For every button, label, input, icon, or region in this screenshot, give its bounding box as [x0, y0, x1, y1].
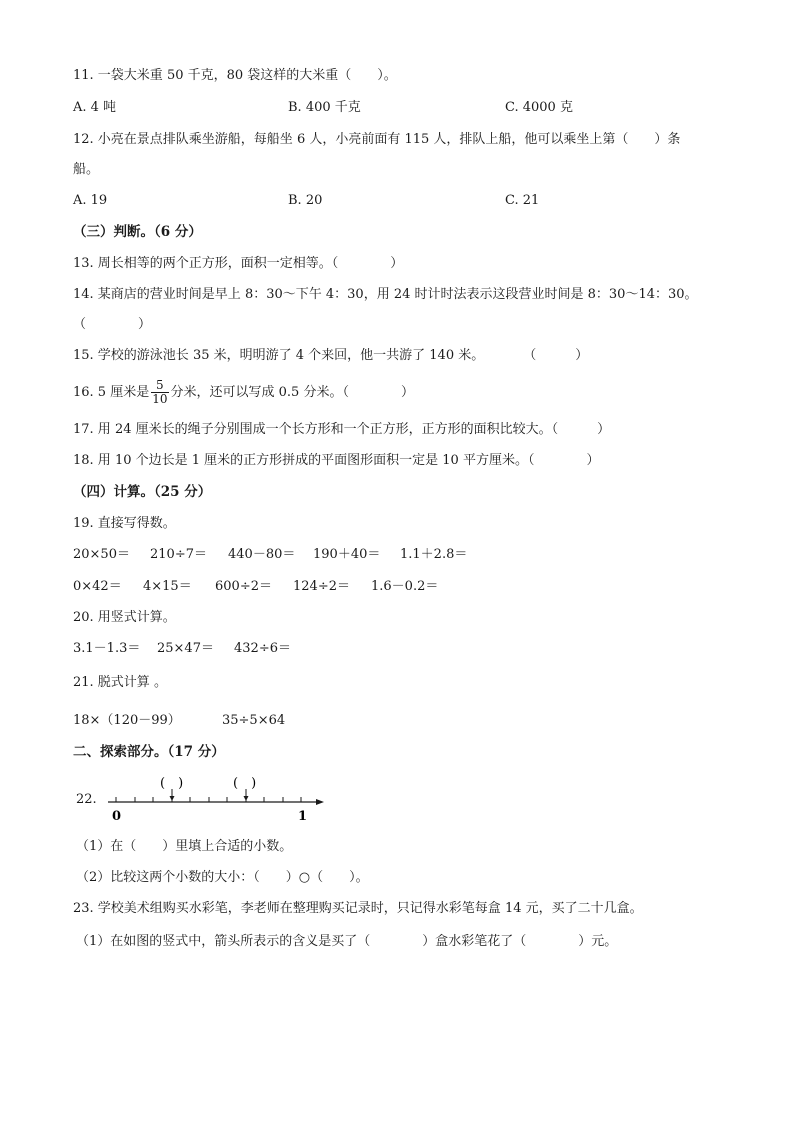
number-line — [108, 799, 324, 805]
question-14-answer-blank: （ ） — [73, 317, 152, 332]
question-14: 14. 某商店的营业时间是早上 8：30～下午 4：30，用 24 时计时法表示这段营业时间是 8：30～14：30。 — [73, 287, 698, 302]
fraction-numerator: 5 — [151, 379, 168, 393]
question-12-stem-cont: 船。 — [73, 162, 100, 177]
question-15: 15. 学校的游泳池长 35 米，明明游了 4 个来回，他一共游了 140 米。 （ ） — [73, 348, 589, 363]
q19-row1-item: 20×50＝ — [73, 547, 130, 562]
number-line-figure — [100, 770, 330, 826]
q20-item: 432÷6＝ — [234, 641, 291, 656]
question-22-part-2: （2）比较这两个小数的大小：（ ）○（ ）。 — [76, 870, 369, 885]
q20-item: 3.1－1.3＝ — [73, 641, 141, 656]
tick-label-zero: 0 — [112, 809, 122, 824]
question-23: 23. 学校美术组购买水彩笔，李老师在整理购买记录时，只记得水彩笔每盒 14 元，买了二十几盒。 — [73, 901, 643, 916]
question-11-stem: 11. 一袋大米重 50 千克，80 袋这样的大米重（ ）。 — [73, 68, 397, 83]
q21-item: 18×（120－99） — [73, 713, 181, 728]
question-16 — [73, 378, 414, 408]
question-20: 20. 用竖式计算。 — [73, 610, 176, 625]
fraction-denominator: 10 — [152, 392, 168, 406]
q19-row2-item: 1.6－0.2＝ — [371, 579, 439, 594]
question-18: 18. 用 10 个边长是 1 厘米的正方形拼成的平面图形面积一定是 10 平方厘米。（ ） — [73, 453, 600, 468]
q19-row1-item: 1.1＋2.8＝ — [400, 547, 468, 562]
number-line-ticks — [116, 797, 301, 802]
answer-paren-right: ( ) — [233, 776, 257, 791]
q19-row2-item: 600÷2＝ — [215, 579, 272, 594]
section-3-heading: （三）判断。（6 分） — [73, 224, 202, 240]
q19-row1-item: 210÷7＝ — [150, 547, 207, 562]
fraction — [151, 379, 168, 406]
question-12-stem: 12. 小亮在景点排队乘坐游船，每船坐 6 人，小亮前面有 115 人，排队上船，他可以乘坐上第（ ）条 — [73, 132, 681, 147]
question-11-option-b: B. 400 千克 — [288, 100, 361, 115]
section-4-heading: （四）计算。（25 分） — [73, 484, 212, 500]
question-12-option-c: C. 21 — [505, 193, 540, 208]
question-11-option-c: C. 4000 克 — [505, 100, 573, 115]
tick-label-one: 1 — [298, 809, 308, 824]
q20-item: 25×47＝ — [157, 641, 214, 656]
question-16-pre: 16. 5 厘米是 — [73, 385, 150, 400]
q19-row1-item: 440－80＝ — [228, 547, 296, 562]
q19-row2-item: 4×15＝ — [143, 579, 192, 594]
question-16-post: 分米，还可以写成 0.5 分米。（ ） — [170, 385, 414, 400]
answer-paren-left: ( ) — [160, 776, 184, 791]
question-11-option-a: A. 4 吨 — [73, 100, 117, 115]
question-23-part-1: （1）在如图的竖式中，箭头所表示的含义是买了（ ）盒水彩笔花了（ ）元。 — [76, 934, 618, 949]
q19-row2-item: 0×42＝ — [73, 579, 122, 594]
q19-row1-item: 190＋40＝ — [313, 547, 381, 562]
question-17: 17. 用 24 厘米长的绳子分别围成一个长方形和一个正方形，正方形的面积比较大。（ ） — [73, 422, 611, 437]
question-22-number: 22. — [76, 792, 97, 807]
q21-item: 35÷5×64 — [222, 713, 286, 728]
part-2-heading: 二、探索部分。（17 分） — [73, 744, 225, 760]
question-19: 19. 直接写得数。 — [73, 516, 176, 531]
question-22-part-1: （1）在（ ）里填上合适的小数。 — [76, 839, 293, 854]
question-12-option-a: A. 19 — [73, 193, 108, 208]
question-12-option-b: B. 20 — [288, 193, 323, 208]
question-13: 13. 周长相等的两个正方形，面积一定相等。（ ） — [73, 256, 404, 271]
question-21: 21. 脱式计算 。 — [73, 675, 167, 690]
q19-row2-item: 124÷2＝ — [293, 579, 350, 594]
